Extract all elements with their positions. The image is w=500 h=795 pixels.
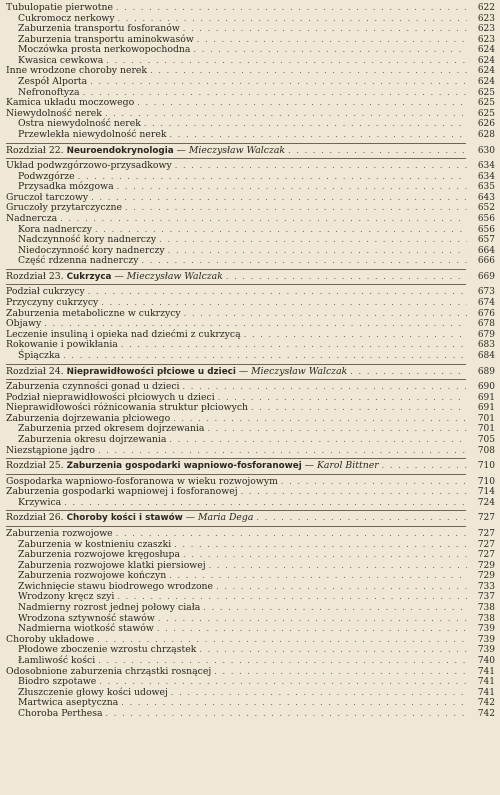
page-number: 669 [477,271,495,282]
toc-entry[interactable] [0,487,500,498]
entry-title: Wrodzony kręcz szyi [18,591,115,603]
page-number: 625 [477,87,495,98]
page-number: 673 [477,287,495,298]
chapter-heading[interactable] [0,513,500,524]
page-number: 738 [477,603,495,614]
entry-title: Podział nieprawidłowości płciowych u dzieci [6,391,215,403]
chapter-heading[interactable] [0,461,500,472]
dot-leader [60,214,467,225]
entry-title: Leczenie insuliną i opieka nad dziećmi z cukrzycą [6,328,241,340]
chapter-author: Karol Bittner [316,460,379,472]
chapter-number: Rozdział 25. [6,460,67,472]
page-number: 701 [477,424,495,435]
dot-leader [174,540,467,551]
page-number: 714 [477,487,495,498]
entry-title: Krzywica [18,496,62,508]
page-number: 727 [477,550,495,561]
entry-title: Wrodzona sztywność stawów [18,612,155,624]
dot-leader [169,130,467,141]
page-number: 727 [477,513,495,524]
page-number: 689 [477,366,495,377]
dot-leader [125,203,467,214]
page-number: 678 [477,319,495,330]
dot-leader [173,414,467,425]
entry-title: Nieprawidłowości różnicowania struktur płciowych [6,402,249,414]
entry-title: Śpiączka [18,349,61,361]
dot-leader [183,550,467,561]
entry-title: Nadczynność kory nadnerczy [18,234,157,246]
page-number: 664 [477,245,495,256]
page-number: 676 [477,308,495,319]
page-number: 656 [477,213,495,224]
page-number: 705 [477,434,495,445]
dot-leader [214,667,467,678]
dot-leader [169,435,467,446]
entry-title: Zaburzenia metaboliczne w cukrzycy [6,307,181,319]
entry-title: Gruczoły przytarczyczne [6,202,123,214]
chapter-title: Rozdział 24. Nieprawidłowości płciowe u dzieci — Mieczysław Walczak [6,365,348,377]
page-number: 626 [477,119,495,130]
entry-title: Część rdzenna nadnerczy [18,255,139,267]
dot-leader [203,603,467,614]
dot-leader [218,393,467,404]
chapter-name: Cukrzyca [66,271,112,282]
entry-title: Zaburzenia transportu fosforanów [18,23,180,35]
entry-title: Niewydolność nerek [6,107,102,119]
page-number: 652 [477,203,495,214]
entry-title: Martwica aseptyczna [18,697,119,709]
toc-entry[interactable] [0,351,500,362]
dot-leader [121,698,467,709]
entry-title: Przysadka mózgowa [18,181,114,193]
dot-leader [244,330,467,341]
page-number: 666 [477,256,495,267]
entry-title: Zaburzenia gospodarki wapniowej i fosforanowej [6,486,238,498]
chapter-heading[interactable] [0,272,500,283]
page-number: 729 [477,571,495,582]
chapter-title: Rozdział 25. Zaburzenia gospodarki wapniowo-fosforanowej — Karol Bittner [6,460,379,472]
page-number: 624 [477,45,495,56]
page-number: 683 [477,340,495,351]
toc-entry[interactable] [0,656,500,667]
dot-leader [98,656,467,667]
dot-leader [106,709,467,720]
entry-title: Zaburzenia przed okresem dojrzewania [18,423,205,435]
toc-entry[interactable] [0,214,500,225]
entry-title: Tubulopatie pierwotne [6,2,114,13]
dot-leader [281,477,467,488]
dot-leader [116,529,467,540]
entry-title: Zwichnięcie stawu biodrowego wrodzone [18,580,214,592]
dot-leader [88,287,467,298]
page-number: 691 [477,392,495,403]
page-number: 727 [477,539,495,550]
page-number: 628 [477,129,495,140]
chapter-author: Maria Dega [197,512,254,524]
entry-title: Gospodarka wapniowo-fosforanowa w wieku rozwojowym [6,475,278,487]
dot-leader [142,256,468,267]
entry-title: Zaburzenia w kostnieniu czaszki [18,538,172,550]
dot-leader [144,119,467,130]
page-number: 634 [477,161,495,172]
dot-leader [150,66,467,77]
page-number: 729 [477,560,495,571]
toc-entry[interactable] [0,340,500,351]
toc-entry[interactable] [0,256,500,267]
dot-leader [98,446,467,457]
entry-title: Inne wrodzone choroby nerek [6,65,148,77]
toc-entry[interactable] [0,203,500,214]
dot-leader [121,340,467,351]
dot-leader [199,645,467,656]
dot-leader [382,461,467,472]
chapter-number: Rozdział 22. [6,144,67,156]
entry-title: Zaburzenia dojrzewania płciowego [6,412,171,424]
entry-title: Zaburzenia czynności gonad u dzieci [6,381,180,393]
entry-title: Rokowanie i powikłania [6,339,118,351]
dot-leader [175,161,467,172]
dot-leader [350,367,467,378]
page-number: 742 [477,708,495,719]
page-number: 727 [477,529,495,540]
page-number: 623 [477,13,495,24]
entry-title: Nadmierny rozrost jednej połowy ciała [18,602,201,614]
toc-entry[interactable] [0,435,500,446]
toc-entry[interactable] [0,130,500,141]
toc-entry[interactable] [0,446,500,457]
page-number: 741 [477,687,495,698]
dot-leader [157,624,467,635]
dot-leader [226,272,467,283]
dot-leader [63,351,467,362]
page-number: 635 [477,182,495,193]
page-number: 710 [477,461,495,472]
toc-entry[interactable] [0,709,500,720]
dot-leader [209,561,467,572]
page-number: 623 [477,24,495,35]
dot-leader [91,193,467,204]
chapter-author: Mieczysław Walczak [126,270,223,282]
entry-title: Niedoczynność kory nadnerczy [18,244,165,256]
dot-leader [117,182,467,193]
dot-leader [106,56,467,67]
chapter-name: Choroby kości i stawów [66,513,183,524]
chapter-title: Rozdział 22. Neuroendokrynologia — Mieczysław Walczak [6,144,286,156]
dot-leader [168,246,467,257]
dot-leader [137,98,467,109]
dot-leader [288,146,467,157]
page-number: 737 [477,592,495,603]
entry-title: Kora nadnerczy [18,223,93,235]
entry-title: Niezstąpione jądro [6,444,95,456]
entry-title: Nadnercza [6,212,58,224]
page-number: 657 [477,235,495,246]
dot-leader [158,614,467,625]
entry-title: Zaburzenia rozwojowe kończyn [18,570,167,582]
toc-entry[interactable] [0,161,500,172]
page-number: 739 [477,645,495,656]
page-number: 690 [477,382,495,393]
entry-title: Kamica układu moczowego [6,97,135,109]
chapter-number: Rozdział 24. [6,365,67,377]
entry-title: Łamliwość kości [18,654,96,666]
page-number: 738 [477,613,495,624]
chapter-heading[interactable] [0,367,500,378]
dot-leader [256,513,467,524]
dot-leader [78,172,467,183]
entry-title: Nadmierna wiotkość stawów [18,623,154,635]
toc-entry[interactable] [0,498,500,509]
dot-leader [105,109,467,120]
dot-leader [251,403,467,414]
dot-leader [241,487,467,498]
page-number: 624 [477,66,495,77]
toc-entry[interactable] [0,309,500,320]
dot-leader [216,582,467,593]
entry-title: Objawy [6,318,42,330]
page-number: 742 [477,698,495,709]
dot-leader [116,3,467,14]
page-number: 701 [477,413,495,424]
dot-leader [159,235,467,246]
dot-leader [183,382,467,393]
chapter-name: Neuroendokrynologia [66,145,174,156]
page-number: 684 [477,350,495,361]
page-number: 740 [477,655,495,666]
chapter-heading[interactable] [0,146,500,157]
dot-leader [207,424,467,435]
entry-title: Cukromocz nerkowy [18,12,115,24]
page-number: 656 [477,224,495,235]
entry-title: Przewlekła niewydolność nerek [18,128,167,140]
entry-title: Podział cukrzycy [6,286,85,298]
page-number: 623 [477,34,495,45]
page-number: 741 [477,666,495,677]
dot-leader [90,77,467,88]
dot-leader [83,88,467,99]
chapter-title: Rozdział 23. Cukrzyca — Mieczysław Walczak [6,270,223,282]
page-number: 630 [477,145,495,156]
dot-leader [184,309,467,320]
entry-title: Zespół Alporta [18,76,88,88]
page-number: 739 [477,634,495,645]
page-number: 625 [477,108,495,119]
dot-leader [183,24,467,35]
entry-title: Zaburzenia transportu aminokwasów [18,33,194,45]
chapter-author: Mieczysław Walczak [251,365,348,377]
entry-title: Zaburzenia rozwojowe kręgosłupa [18,549,181,561]
page-number: 679 [477,329,495,340]
entry-title: Choroba Perthesa [18,707,103,719]
page-number: 622 [477,3,495,13]
chapter-name: Nieprawidłowości płciowe u dzieci [66,366,236,377]
entry-title: Podwzgórze [18,170,75,182]
page-number: 708 [477,445,495,456]
chapter-author: Mieczysław Walczak [188,144,286,156]
entry-title: Układ podwzgórzowo-przysadkowy [6,160,172,172]
entry-title: Odosobnione zaburzenia chrząstki rosnącej [6,665,212,677]
entry-title: Gruczoł tarczowy [6,191,89,203]
entry-title: Zaburzenia rozwojowe [6,528,113,540]
entry-title: Moczówka prosta nerkowopochodna [18,44,191,56]
entry-title: Płodowe zboczenie wzrostu chrząstek [18,644,197,656]
dot-leader [64,498,467,509]
dot-leader [169,571,467,582]
page-number: 739 [477,624,495,635]
entry-title: Ostra niewydolność nerek [18,118,141,130]
dot-leader [193,45,467,56]
chapter-name: Zaburzenia gospodarki wapniowo-fosforanowej [66,461,302,472]
page-number: 674 [477,298,495,309]
chapter-number: Rozdział 23. [6,270,67,282]
page-number: 624 [477,55,495,66]
toc-entry[interactable] [0,529,500,540]
entry-title: Kwasica cewkowa [18,54,104,66]
entry-title: Nefronoftyza [18,86,80,98]
page-number: 691 [477,403,495,414]
page-number: 634 [477,171,495,182]
chapter-number: Rozdział 26. [6,512,67,524]
page-number: 624 [477,77,495,88]
page-number: 724 [477,497,495,508]
entry-title: Przyczyny cukrzycy [6,297,99,309]
entry-title: Zaburzenia rozwojowe klatki piersiowej [18,559,206,571]
page-number: 643 [477,192,495,203]
entry-title: Choroby układowe [6,633,95,645]
entry-title: Złuszczenie głowy kości udowej [18,686,168,698]
page-number: 733 [477,581,495,592]
entry-title: Zaburzenia okresu dojrzewania [18,433,167,445]
entry-title: Biodro szpotawe [18,676,97,688]
chapter-title: Rozdział 26. Choroby kości i stawów — Maria Dega [6,512,254,524]
dot-leader [197,35,467,46]
page-number: 625 [477,98,495,109]
toc-entry[interactable] [0,3,500,14]
dot-leader [171,688,467,699]
page-number: 710 [477,476,495,487]
page-number: 741 [477,677,495,688]
